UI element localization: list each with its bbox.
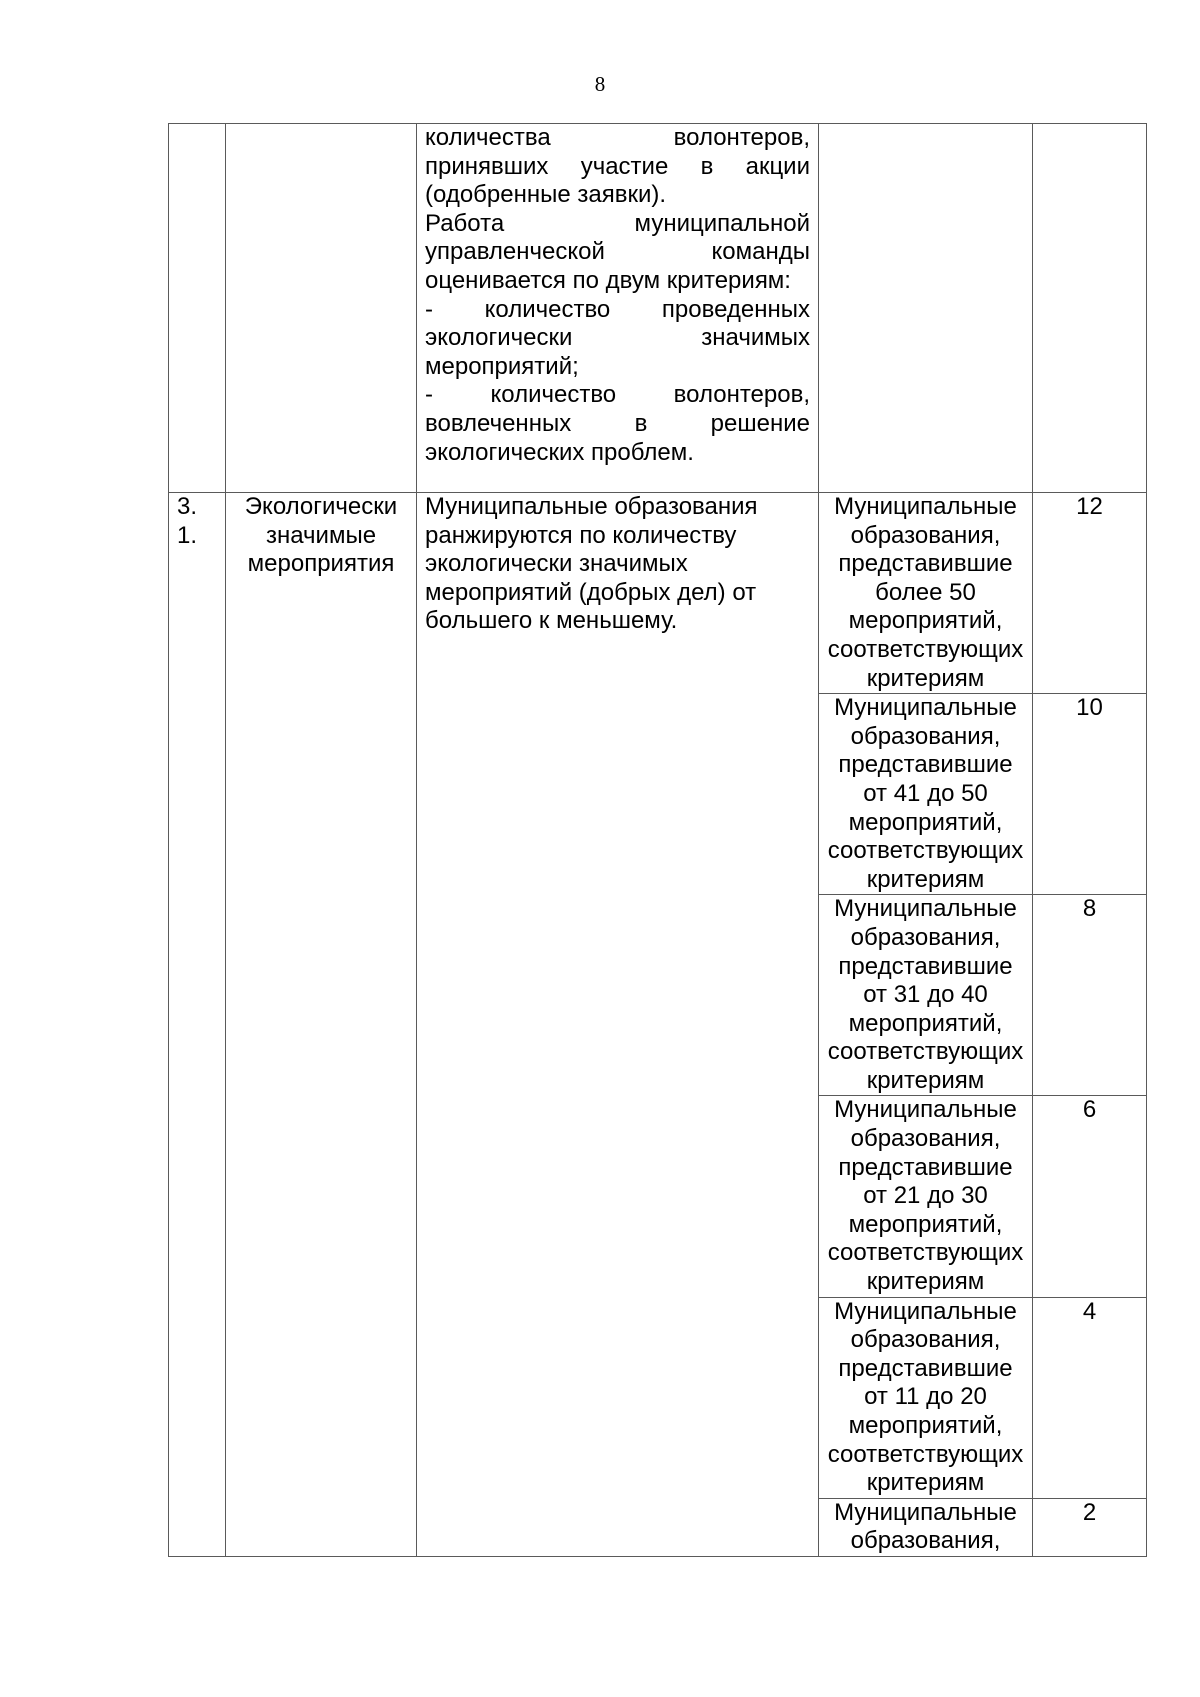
section-name: Экологически значимые мероприятия <box>226 493 417 1557</box>
criterion-condition: Муниципальные образования, представившие от 41 до 50 мероприятий, соответствующих критериям <box>819 694 1033 895</box>
criterion-condition: Муниципальные образования, представившие от 31 до 40 мероприятий, соответствующих критериям <box>819 895 1033 1096</box>
criterion-condition: Муниципальные образования, представившие от 21 до 30 мероприятий, соответствующих критериям <box>819 1096 1033 1297</box>
criterion-condition: Муниципальные образования, представившие более 50 мероприятий, соответствующих критериям <box>819 493 1033 694</box>
description-paragraph: - количество проведенных экологически значимых мероприятий; <box>425 295 810 380</box>
criteria-table <box>168 123 1147 1557</box>
continuation-row <box>169 124 1147 493</box>
criterion-score: 6 <box>1033 1096 1147 1297</box>
table-row <box>169 493 1147 694</box>
criterion-score: 2 <box>1033 1498 1147 1556</box>
description-paragraph: Работа муниципальной управленческой команды оценивается по двум критериям: <box>425 209 810 294</box>
description-paragraph: количества волонтеров, принявших участие в акции (одобренные заявки). <box>425 124 810 209</box>
description-paragraph: - количество волонтеров, вовлеченных в решение экологических проблем. <box>425 381 810 466</box>
criterion-score: 12 <box>1033 493 1147 694</box>
criterion-score: 4 <box>1033 1297 1147 1498</box>
criterion-score: 10 <box>1033 694 1147 895</box>
criterion-condition: Муниципальные образования, <box>819 1498 1033 1556</box>
criterion-condition: Муниципальные образования, представившие от 11 до 20 мероприятий, соответствующих критериям <box>819 1297 1033 1498</box>
empty-name-cell <box>226 124 417 493</box>
continuation-description-cell <box>417 124 819 493</box>
empty-score-cell <box>1033 124 1147 493</box>
page-number: 8 <box>594 72 606 96</box>
section-number: 3. 1. <box>169 493 226 1557</box>
empty-num-cell <box>169 124 226 493</box>
empty-condition-cell <box>819 124 1033 493</box>
criterion-score: 8 <box>1033 895 1147 1096</box>
section-description: Муниципальные образования ранжируются по количеству экологически значимых мероприятий (добрых дел) от большего к меньшему. <box>417 493 819 1557</box>
